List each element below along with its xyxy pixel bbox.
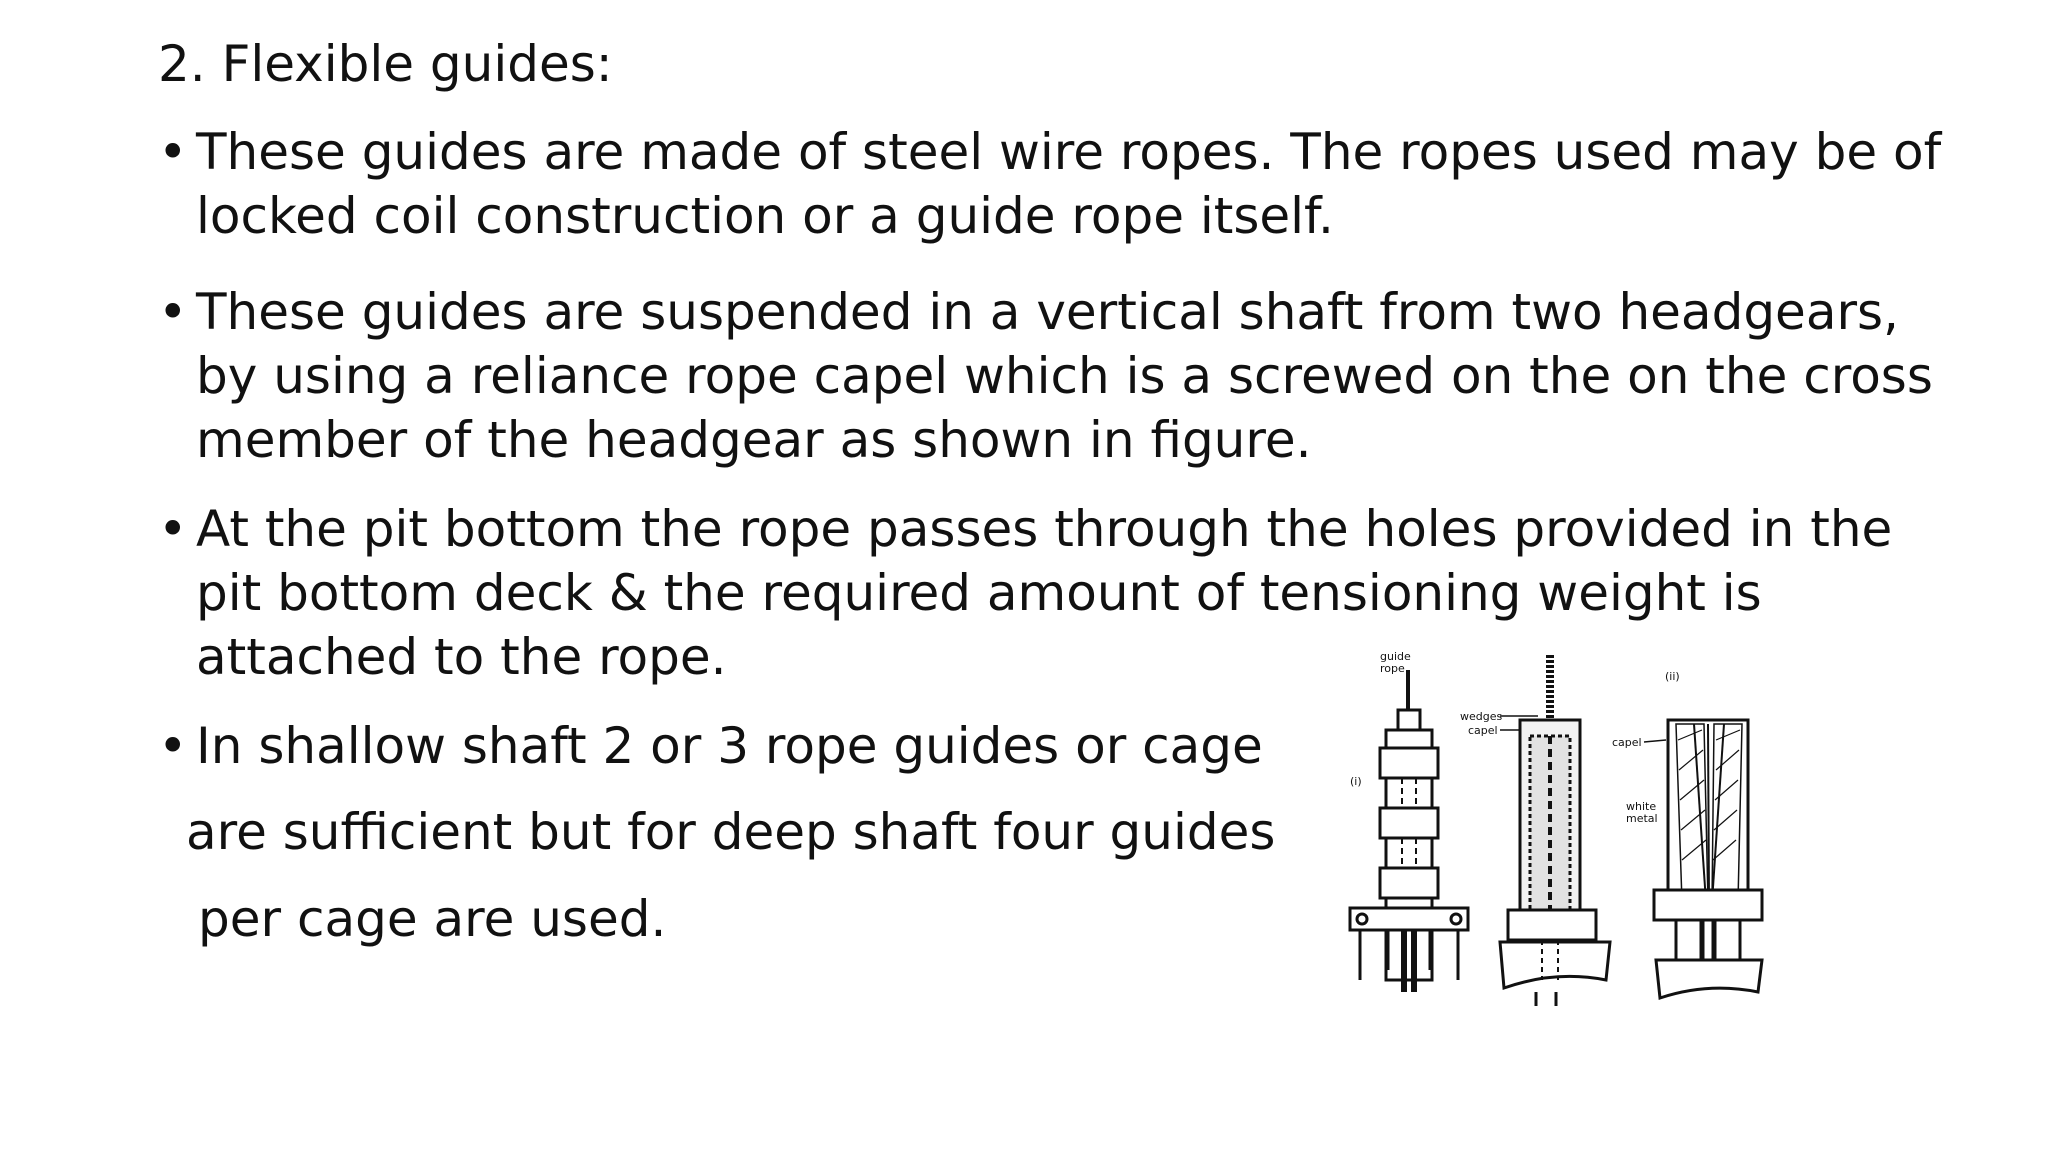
bullet-item-4 bbox=[158, 714, 1263, 778]
panel-capel-drawing bbox=[1500, 655, 1610, 1006]
figure-label-panel-i: (i) bbox=[1350, 775, 1362, 788]
continuation-line: per cage are used. bbox=[198, 890, 667, 948]
bullet-dot: • bbox=[158, 500, 188, 558]
guide-rope-figure bbox=[1310, 640, 1810, 1010]
bullet-dot: • bbox=[158, 283, 188, 341]
bullet-line: pit bottom deck & the required amount of tensioning weight is bbox=[196, 564, 1762, 622]
figure-label-panel-ii: (ii) bbox=[1665, 670, 1680, 683]
leader-line bbox=[1644, 740, 1666, 742]
bullet-item-2 bbox=[158, 280, 1933, 472]
bullet-line: locked coil construction or a guide rope itself. bbox=[196, 187, 1334, 245]
bullet-line: At the pit bottom the rope passes through the holes provided in the bbox=[196, 500, 1893, 558]
figure-label-capel: capel bbox=[1468, 724, 1498, 737]
continuation-line: are sufficient but for deep shaft four guides bbox=[186, 803, 1276, 861]
panel-ii-drawing bbox=[1654, 720, 1762, 998]
figure-label-capel-right: capel bbox=[1612, 736, 1642, 749]
bullet-item-1 bbox=[158, 120, 1941, 248]
figure-label-white: white bbox=[1626, 800, 1657, 813]
figure-label-wedges: wedges bbox=[1460, 710, 1503, 723]
bullet-line: by using a reliance rope capel which is a screwed on the on the cross bbox=[196, 347, 1933, 405]
figure-label-metal: metal bbox=[1626, 812, 1658, 825]
figure-label-guide: guide bbox=[1380, 650, 1411, 663]
slide-heading: 2. Flexible guides: bbox=[158, 35, 613, 93]
figure-label-rope: rope bbox=[1380, 662, 1405, 675]
bullet-line: attached to the rope. bbox=[196, 628, 727, 686]
bullet-line: In shallow shaft 2 or 3 rope guides or cage bbox=[196, 717, 1263, 775]
bullet-line: member of the headgear as shown in figure. bbox=[196, 411, 1312, 469]
panel-i-drawing bbox=[1350, 670, 1468, 992]
bullet-line: These guides are suspended in a vertical shaft from two headgears, bbox=[196, 283, 1899, 341]
bullet-line: These guides are made of steel wire ropes. The ropes used may be of bbox=[196, 123, 1942, 181]
bullet-dot: • bbox=[158, 717, 188, 775]
bullet-dot: • bbox=[158, 123, 188, 181]
